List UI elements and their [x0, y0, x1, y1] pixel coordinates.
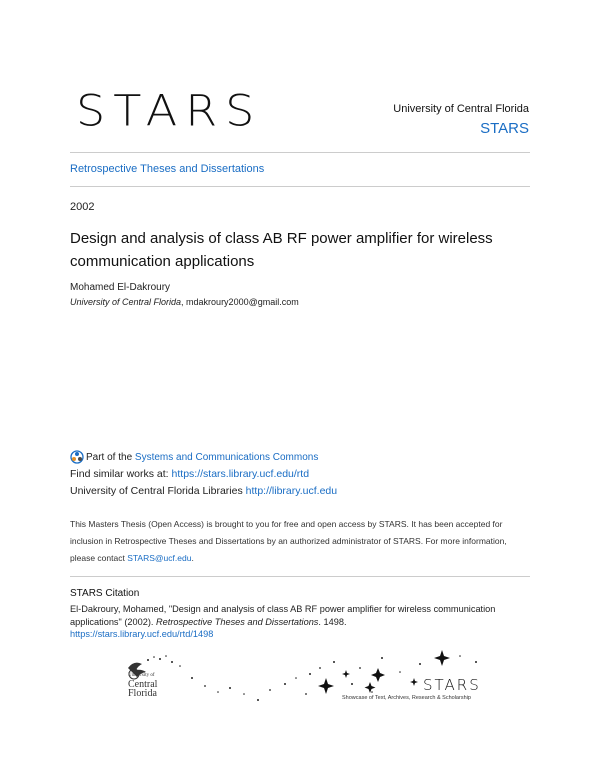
- ucf-wordmark: [128, 671, 157, 698]
- citation-body: [70, 603, 532, 641]
- commons-prefix: Part of the: [86, 451, 133, 463]
- contact-email-link[interactable]: STARS@ucf.edu: [127, 553, 192, 563]
- affiliation-name: University of Central Florida: [70, 297, 182, 307]
- citation-text: El-Dakroury, Mohamed, "Design and analysis of class AB RF power amplifier for wireless communication applications" (2002).: [70, 604, 496, 627]
- series-divider: [70, 186, 530, 187]
- access-notice: [70, 516, 532, 567]
- ucf-line2: Central: [128, 679, 158, 690]
- document-title: Design and analysis of class AB RF power amplifier for wireless communication applications: [70, 230, 493, 270]
- series-link[interactable]: Retrospective Theses and Dissertations: [70, 163, 265, 175]
- citation-heading: STARS Citation: [70, 588, 140, 599]
- citation-url-link[interactable]: https://stars.library.ucf.edu/rtd/1498: [70, 629, 214, 639]
- library-label: University of Central Florida Libraries: [70, 485, 243, 497]
- author-affiliation: [70, 297, 299, 307]
- citation-journal: Retrospective Theses and Dissertations: [156, 616, 319, 627]
- header-divider: [70, 152, 530, 153]
- similar-label: Find similar works at:: [70, 468, 169, 480]
- publication-year: 2002: [70, 201, 95, 213]
- citation-divider: [70, 576, 530, 577]
- similar-works-link[interactable]: https://stars.library.ucf.edu/rtd: [171, 468, 310, 480]
- access-notice-end: .: [191, 553, 194, 563]
- commons-line: [70, 450, 318, 464]
- footer-stars-logo: STARS: [423, 676, 481, 694]
- author-name: Mohamed El-Dakroury: [70, 282, 171, 293]
- footer-tagline: Showcase of Text, Archives, Research & Scholarship: [342, 695, 471, 701]
- similar-works: [70, 468, 309, 480]
- author-email: , mdakroury2000@gmail.com: [181, 297, 299, 307]
- access-notice-text: This Masters Thesis (Open Access) is brought to you for free and open access by STARS. It has been accepted for inclusion in Retrospective Theses and Dissertations by an authorized administrator of STARS. For more information, please contact: [70, 519, 507, 563]
- stars-repository-link[interactable]: STARS: [480, 120, 529, 137]
- citation-number: . 1498.: [318, 616, 347, 627]
- stars-logo: STARS: [76, 86, 263, 136]
- ucf-line1: University of: [128, 673, 155, 678]
- institution-name: University of Central Florida: [393, 103, 529, 115]
- library-line: [70, 485, 337, 497]
- commons-link[interactable]: Systems and Communications Commons: [134, 451, 319, 463]
- ucf-line3: Florida: [128, 688, 157, 699]
- library-link[interactable]: http://library.ucf.edu: [245, 485, 338, 497]
- network-commons-icon: [70, 450, 84, 464]
